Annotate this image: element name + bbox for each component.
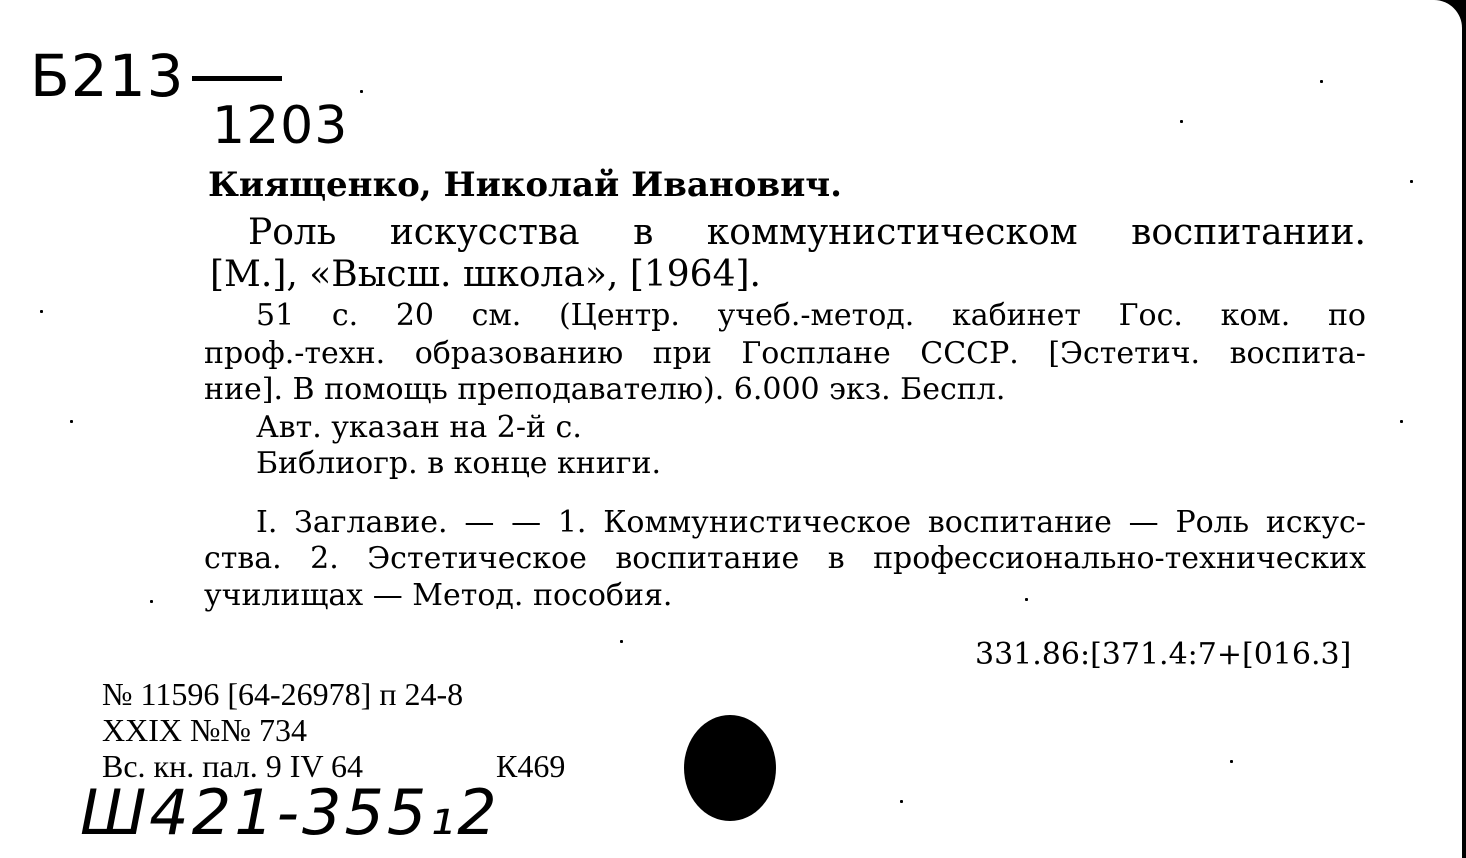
tracing-segment: ства. [204, 541, 282, 576]
imprint-publisher-line: [М.], «Высш. школа», [1964]. [210, 254, 761, 295]
scan-speck [1400, 420, 1403, 423]
title-word: коммунистическом [706, 212, 1078, 253]
description-line-2 [204, 336, 1366, 371]
scan-speck [40, 310, 43, 313]
title-word: Роль [248, 212, 337, 253]
scan-speck [1230, 760, 1233, 763]
shelfmark-number: 1203 [212, 96, 349, 156]
scan-speck [360, 90, 363, 93]
description-word: [Эстетич. [1048, 336, 1201, 371]
imprint-line-1: № 11596 [64-26978] п 24-8 [102, 676, 464, 712]
tracings-line-1 [256, 505, 1366, 540]
classification-number: 331.86:[371.4:7+[016.3] [975, 637, 1352, 672]
scan-speck [1320, 80, 1323, 83]
description-word: учеб.-метод. [717, 298, 915, 333]
tracing-segment: воспитание [927, 505, 1112, 540]
cipher-code: К469 [496, 748, 566, 784]
description-line-3: ние]. В помощь преподавателю). 6.000 экз. Беспл. [204, 372, 1006, 407]
tracing-segment: искус- [1265, 505, 1366, 540]
imprint-line-2: XXIX №№ 734 [102, 712, 308, 748]
scan-speck [900, 800, 903, 803]
tracings-line-3: училищах — Метод. пособия. [204, 578, 673, 613]
title-line-1 [248, 212, 1366, 253]
tracing-segment: Эстетическое [367, 541, 587, 576]
tracings-line-2 [204, 541, 1366, 576]
description-word: при [652, 336, 712, 371]
description-word: по [1327, 298, 1366, 333]
punch-hole [684, 715, 776, 821]
tracing-segment: I. Заглавие. — — 1. Коммунистическое [256, 505, 912, 540]
handwritten-code: Ш421-355₁2 [80, 776, 500, 849]
description-word: Госплане [741, 336, 891, 371]
tracing-segment: профессионально-технических [873, 541, 1366, 576]
author-heading: Киященко, Николай Иванович. [208, 165, 843, 205]
description-word: ком. [1220, 298, 1291, 333]
description-word: (Центр. [558, 298, 680, 333]
description-word: 51 с. [256, 298, 359, 333]
shelfmark-code: Б213 [30, 42, 185, 110]
imprint-line-3: Вс. кн. пал. 9 IV 64 [102, 748, 363, 784]
title-word: искусства [389, 212, 580, 253]
tracing-segment: Роль [1175, 505, 1250, 540]
tracing-segment: в [827, 541, 845, 576]
description-word: Гос. [1118, 298, 1183, 333]
title-word: воспитании. [1131, 212, 1366, 253]
shelfmark-divider [192, 76, 282, 81]
description-word: 20 см. [395, 298, 522, 333]
note-author: Авт. указан на 2-й с. [256, 410, 582, 445]
tracing-segment: воспитание [615, 541, 800, 576]
title-word: в [633, 212, 654, 253]
scan-speck [1180, 120, 1183, 123]
scan-speck [1410, 180, 1413, 183]
description-word: СССР. [920, 336, 1019, 371]
tracing-segment: 2. [310, 541, 339, 576]
scan-speck [70, 420, 73, 423]
note-bibliography: Библиогр. в конце книги. [256, 446, 662, 481]
description-word: образованию [414, 336, 624, 371]
description-line-1 [256, 298, 1366, 333]
tracing-segment: — [1128, 505, 1159, 540]
scan-speck [1025, 598, 1028, 601]
description-word: воспита- [1229, 336, 1366, 371]
description-word: кабинет [951, 298, 1082, 333]
description-word: проф.-техн. [204, 336, 386, 371]
scan-speck [150, 600, 153, 603]
scan-speck [620, 640, 623, 643]
